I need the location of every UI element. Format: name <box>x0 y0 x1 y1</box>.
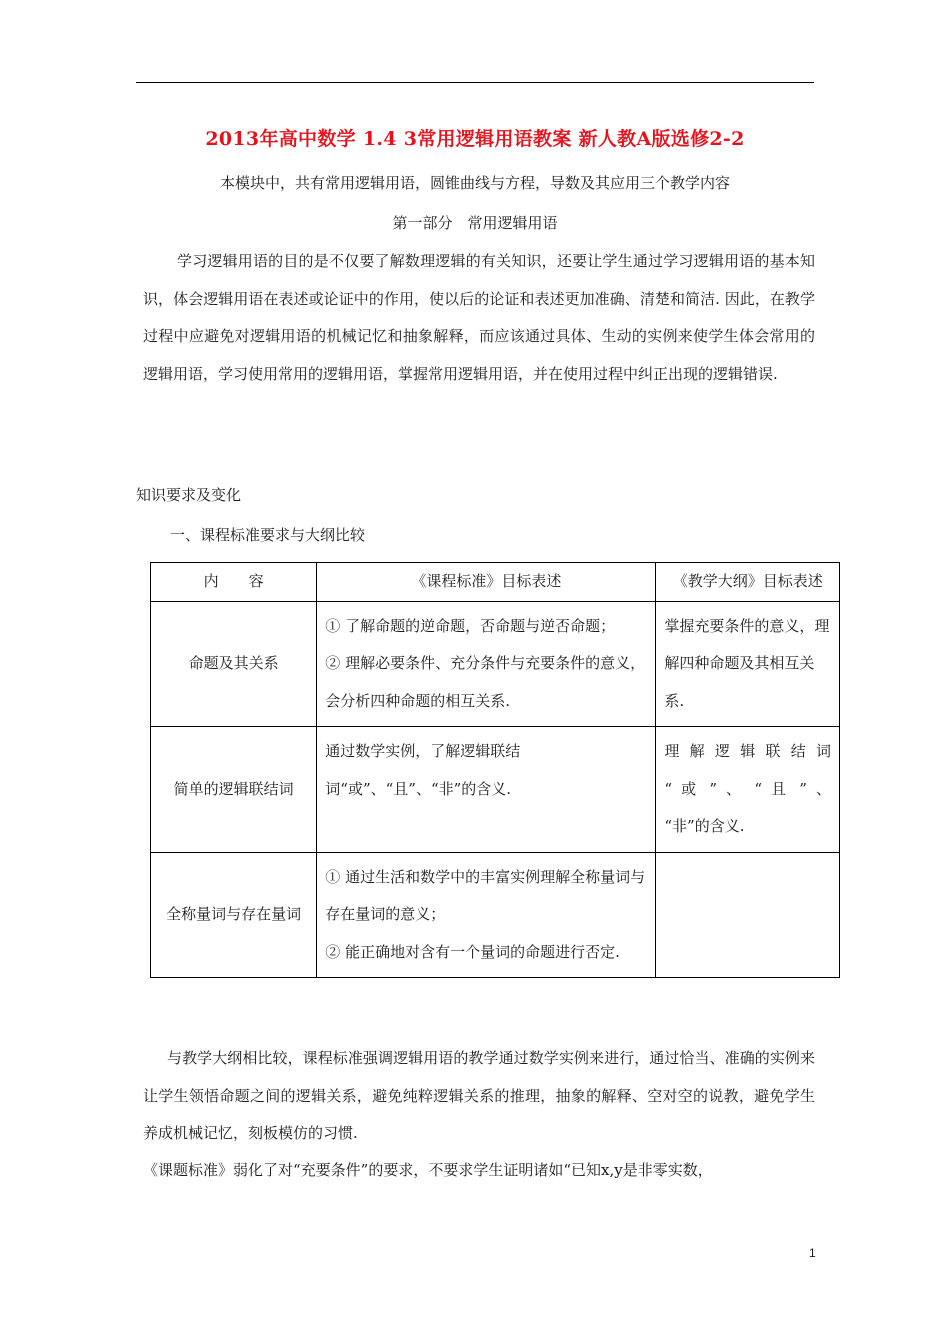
standard-item: ② 理解必要条件、充分条件与充要条件的意义，会分析四种命题的相互关系. <box>325 654 646 710</box>
comparison-paragraph: 与教学大纲相比较，课程标准强调逻辑用语的教学通过数学实例来进行，通过恰当、准确的实例来让学生领悟命题之间的逻辑关系，避免纯粹逻辑关系的推理，抽象的解释、空对空的说教，避免学生养成机械记忆，刻板模仿的习惯. <box>143 1049 815 1142</box>
syllabus-cell: 掌握充要条件的意义，理解四种命题及其相互关系. <box>656 601 840 727</box>
topic-cell: 简单的逻辑联结词 <box>151 727 317 853</box>
standard-item: ② 能正确地对含有一个量词的命题进行否定. <box>325 942 620 961</box>
table-row <box>151 852 840 978</box>
header-rule <box>136 82 814 83</box>
syllabus-line: 理 解 逻 辑 联 结 词 <box>664 742 831 760</box>
table-row <box>151 601 840 727</box>
header-standard: 《课程标准》目标表述 <box>317 563 656 602</box>
standard-item: ① 通过生活和数学中的丰富实例理解全称量词与存在量词的意义； <box>325 867 646 923</box>
standard-cell <box>317 852 656 978</box>
topic-cell: 命题及其关系 <box>151 601 317 727</box>
syllabus-line: “ 或 ” 、 “ 且 ” 、 <box>664 779 831 798</box>
page-number: 1 <box>809 1246 816 1260</box>
trailing-paragraph: 《课题标准》弱化了对“充要条件”的要求，不要求学生证明诸如“已知x,y是非零实数， <box>143 1161 713 1179</box>
section-heading: 一、课程标准要求与大纲比较 <box>170 526 366 544</box>
header-content: 内 容 <box>151 563 317 602</box>
standard-item: 通过数学实例，了解逻辑联结词“或”、“且”、“非”的含义. <box>325 742 521 798</box>
syllabus-line: “非”的含义. <box>664 817 745 835</box>
part-title: 第一部分 常用逻辑用语 <box>392 214 558 232</box>
intro-paragraph: 学习逻辑用语的目的是不仅要了解数理逻辑的有关知识，还要让学生通过学习逻辑用语的基本知识，体会逻辑用语在表述或论证中的作用，使以后的论证和表述更加准确、清楚和简洁. 因此，在教学过程中应避免对逻辑用语的机械记忆和抽象解释，而应该通过具体、生动的实例来使学生体会常用的逻辑用语，学习使用常用的逻辑用语，掌握常用逻辑用语，并在使用过程中纠正出现的逻辑错误. <box>143 252 815 383</box>
header-syllabus: 《教学大纲》目标表述 <box>656 563 840 602</box>
standard-item: ① 了解命题的逆命题，否命题与逆否命题； <box>325 616 616 635</box>
table-header-row <box>151 563 840 602</box>
syllabus-cell <box>656 852 840 978</box>
knowledge-heading: 知识要求及变化 <box>136 486 242 504</box>
module-summary: 本模块中，共有常用逻辑用语，圆锥曲线与方程，导数及其应用三个教学内容 <box>219 174 730 192</box>
comparison-table <box>150 562 840 978</box>
standard-cell <box>317 601 656 727</box>
topic-cell: 全称量词与存在量词 <box>151 852 317 978</box>
table-row <box>151 727 840 853</box>
syllabus-cell <box>656 727 840 853</box>
document-title: 2013年高中数学 1.4 3常用逻辑用语教案 新人教A版选修2-2 <box>205 128 745 150</box>
standard-cell <box>317 727 656 853</box>
